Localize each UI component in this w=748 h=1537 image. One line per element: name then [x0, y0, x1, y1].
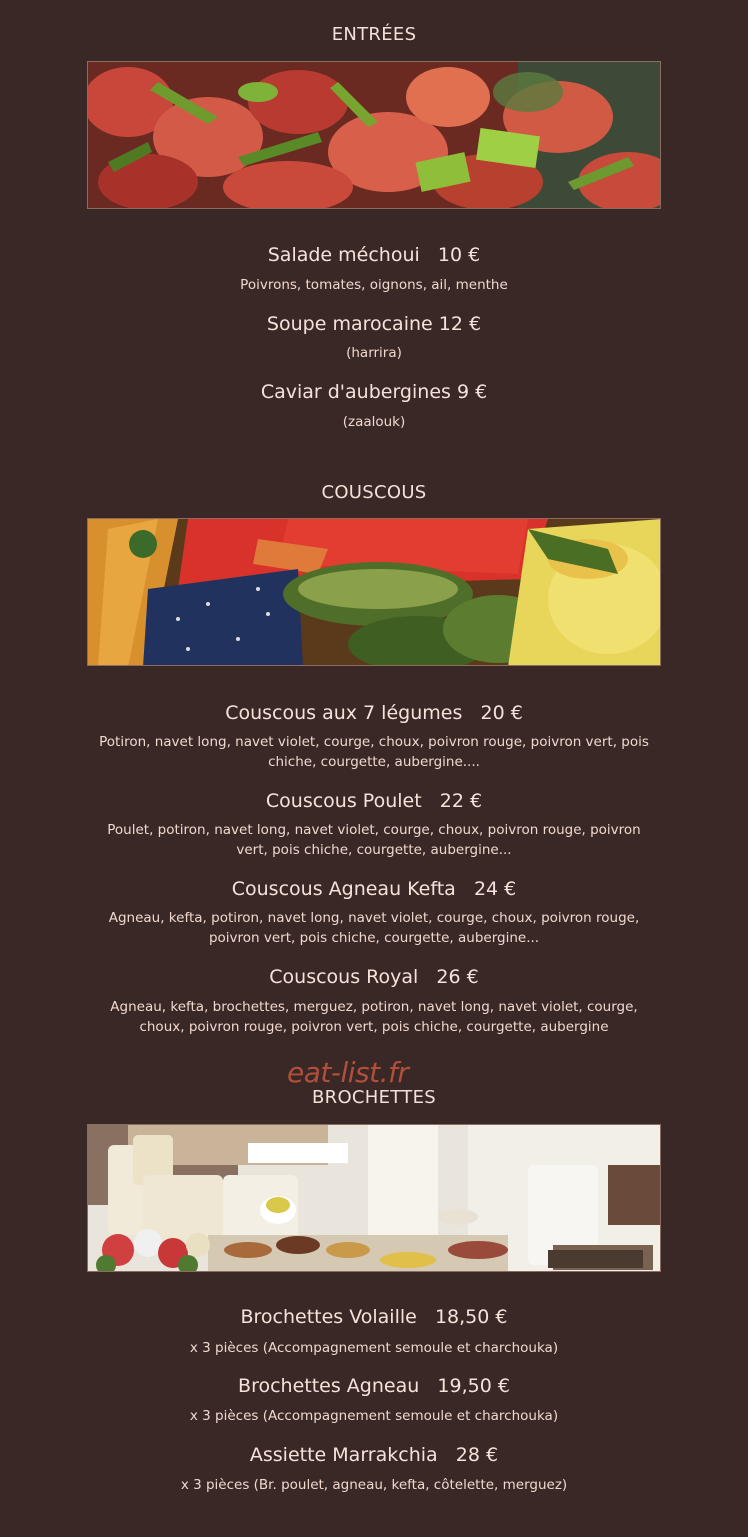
- item-price: 9 €: [456, 381, 488, 403]
- item-name: Brochettes Agneau: [238, 1375, 420, 1397]
- menu-item-title: [0, 1306, 748, 1328]
- menu-item-title: [0, 1375, 748, 1397]
- item-description: Agneau, kefta, potiron, navet long, navet violet, courge, choux, poivron rouge, poivron vert, pois chiche, courgette, aubergine...: [108, 910, 640, 946]
- menu-item-title: [0, 702, 748, 724]
- item-description: Agneau, kefta, brochettes, merguez, potiron, navet long, navet violet, courge, choux, poivron rouge, poivron vert, pois chiche, courgette, aubergine: [110, 999, 638, 1035]
- item-name: Couscous aux 7 légumes: [225, 702, 463, 724]
- item-price: 20 €: [480, 702, 523, 724]
- item-price: 19,50 €: [437, 1375, 510, 1397]
- item-price: 24 €: [473, 878, 517, 900]
- menu-item-title: [0, 790, 748, 812]
- menu-item-title: [0, 313, 748, 335]
- item-name: Salade méchoui: [267, 244, 420, 266]
- menu-item-title: [0, 244, 748, 266]
- item-description: Poivrons, tomates, oignons, ail, menthe: [240, 277, 508, 293]
- item-price: 12 €: [438, 313, 482, 335]
- item-price: 28 €: [455, 1444, 499, 1466]
- item-description: Potiron, navet long, navet violet, courge, choux, poivron rouge, poivron vert, pois chiche, courgette, aubergine....: [99, 734, 649, 770]
- item-name: Soupe marocaine: [266, 313, 433, 335]
- item-name: Couscous Agneau Kefta: [231, 878, 456, 900]
- item-name: Brochettes Volaille: [240, 1306, 417, 1328]
- item-description: (harrira): [346, 345, 402, 361]
- item-description: x 3 pièces (Br. poulet, agneau, kefta, côtelette, merguez): [180, 1477, 568, 1493]
- menu-item-title: [0, 966, 748, 988]
- item-description: x 3 pièces (Accompagnement semoule et charchouka): [189, 1340, 559, 1356]
- item-description: (zaalouk): [342, 414, 406, 430]
- menu-item-title: [0, 381, 748, 403]
- item-name: Caviar d'aubergines: [260, 381, 451, 403]
- watermark: eat-list.fr: [287, 1056, 409, 1089]
- banner-image-vegetables: [87, 518, 661, 666]
- banner-image-salad: [87, 61, 661, 209]
- section-title-brochettes: BROCHETTES: [312, 1087, 436, 1108]
- item-name: Couscous Poulet: [265, 790, 422, 812]
- item-price: 22 €: [439, 790, 483, 812]
- item-description: x 3 pièces (Accompagnement semoule et charchouka): [189, 1408, 559, 1424]
- section-title-entrees: ENTRÉES: [331, 24, 417, 45]
- banner-image-restaurant: [87, 1124, 661, 1272]
- menu-item-title: [0, 878, 748, 900]
- item-name: Assiette Marrakchia: [249, 1444, 438, 1466]
- item-description: Poulet, potiron, navet long, navet violet, courge, choux, poivron rouge, poivron vert, pois chiche, courgette, aubergine...: [107, 822, 641, 858]
- menu-item-title: [0, 1444, 748, 1466]
- item-price: 18,50 €: [434, 1306, 508, 1328]
- item-name: Couscous Royal: [269, 966, 419, 988]
- item-price: 26 €: [436, 966, 479, 988]
- item-price: 10 €: [437, 244, 481, 266]
- section-title-couscous: COUSCOUS: [321, 482, 427, 503]
